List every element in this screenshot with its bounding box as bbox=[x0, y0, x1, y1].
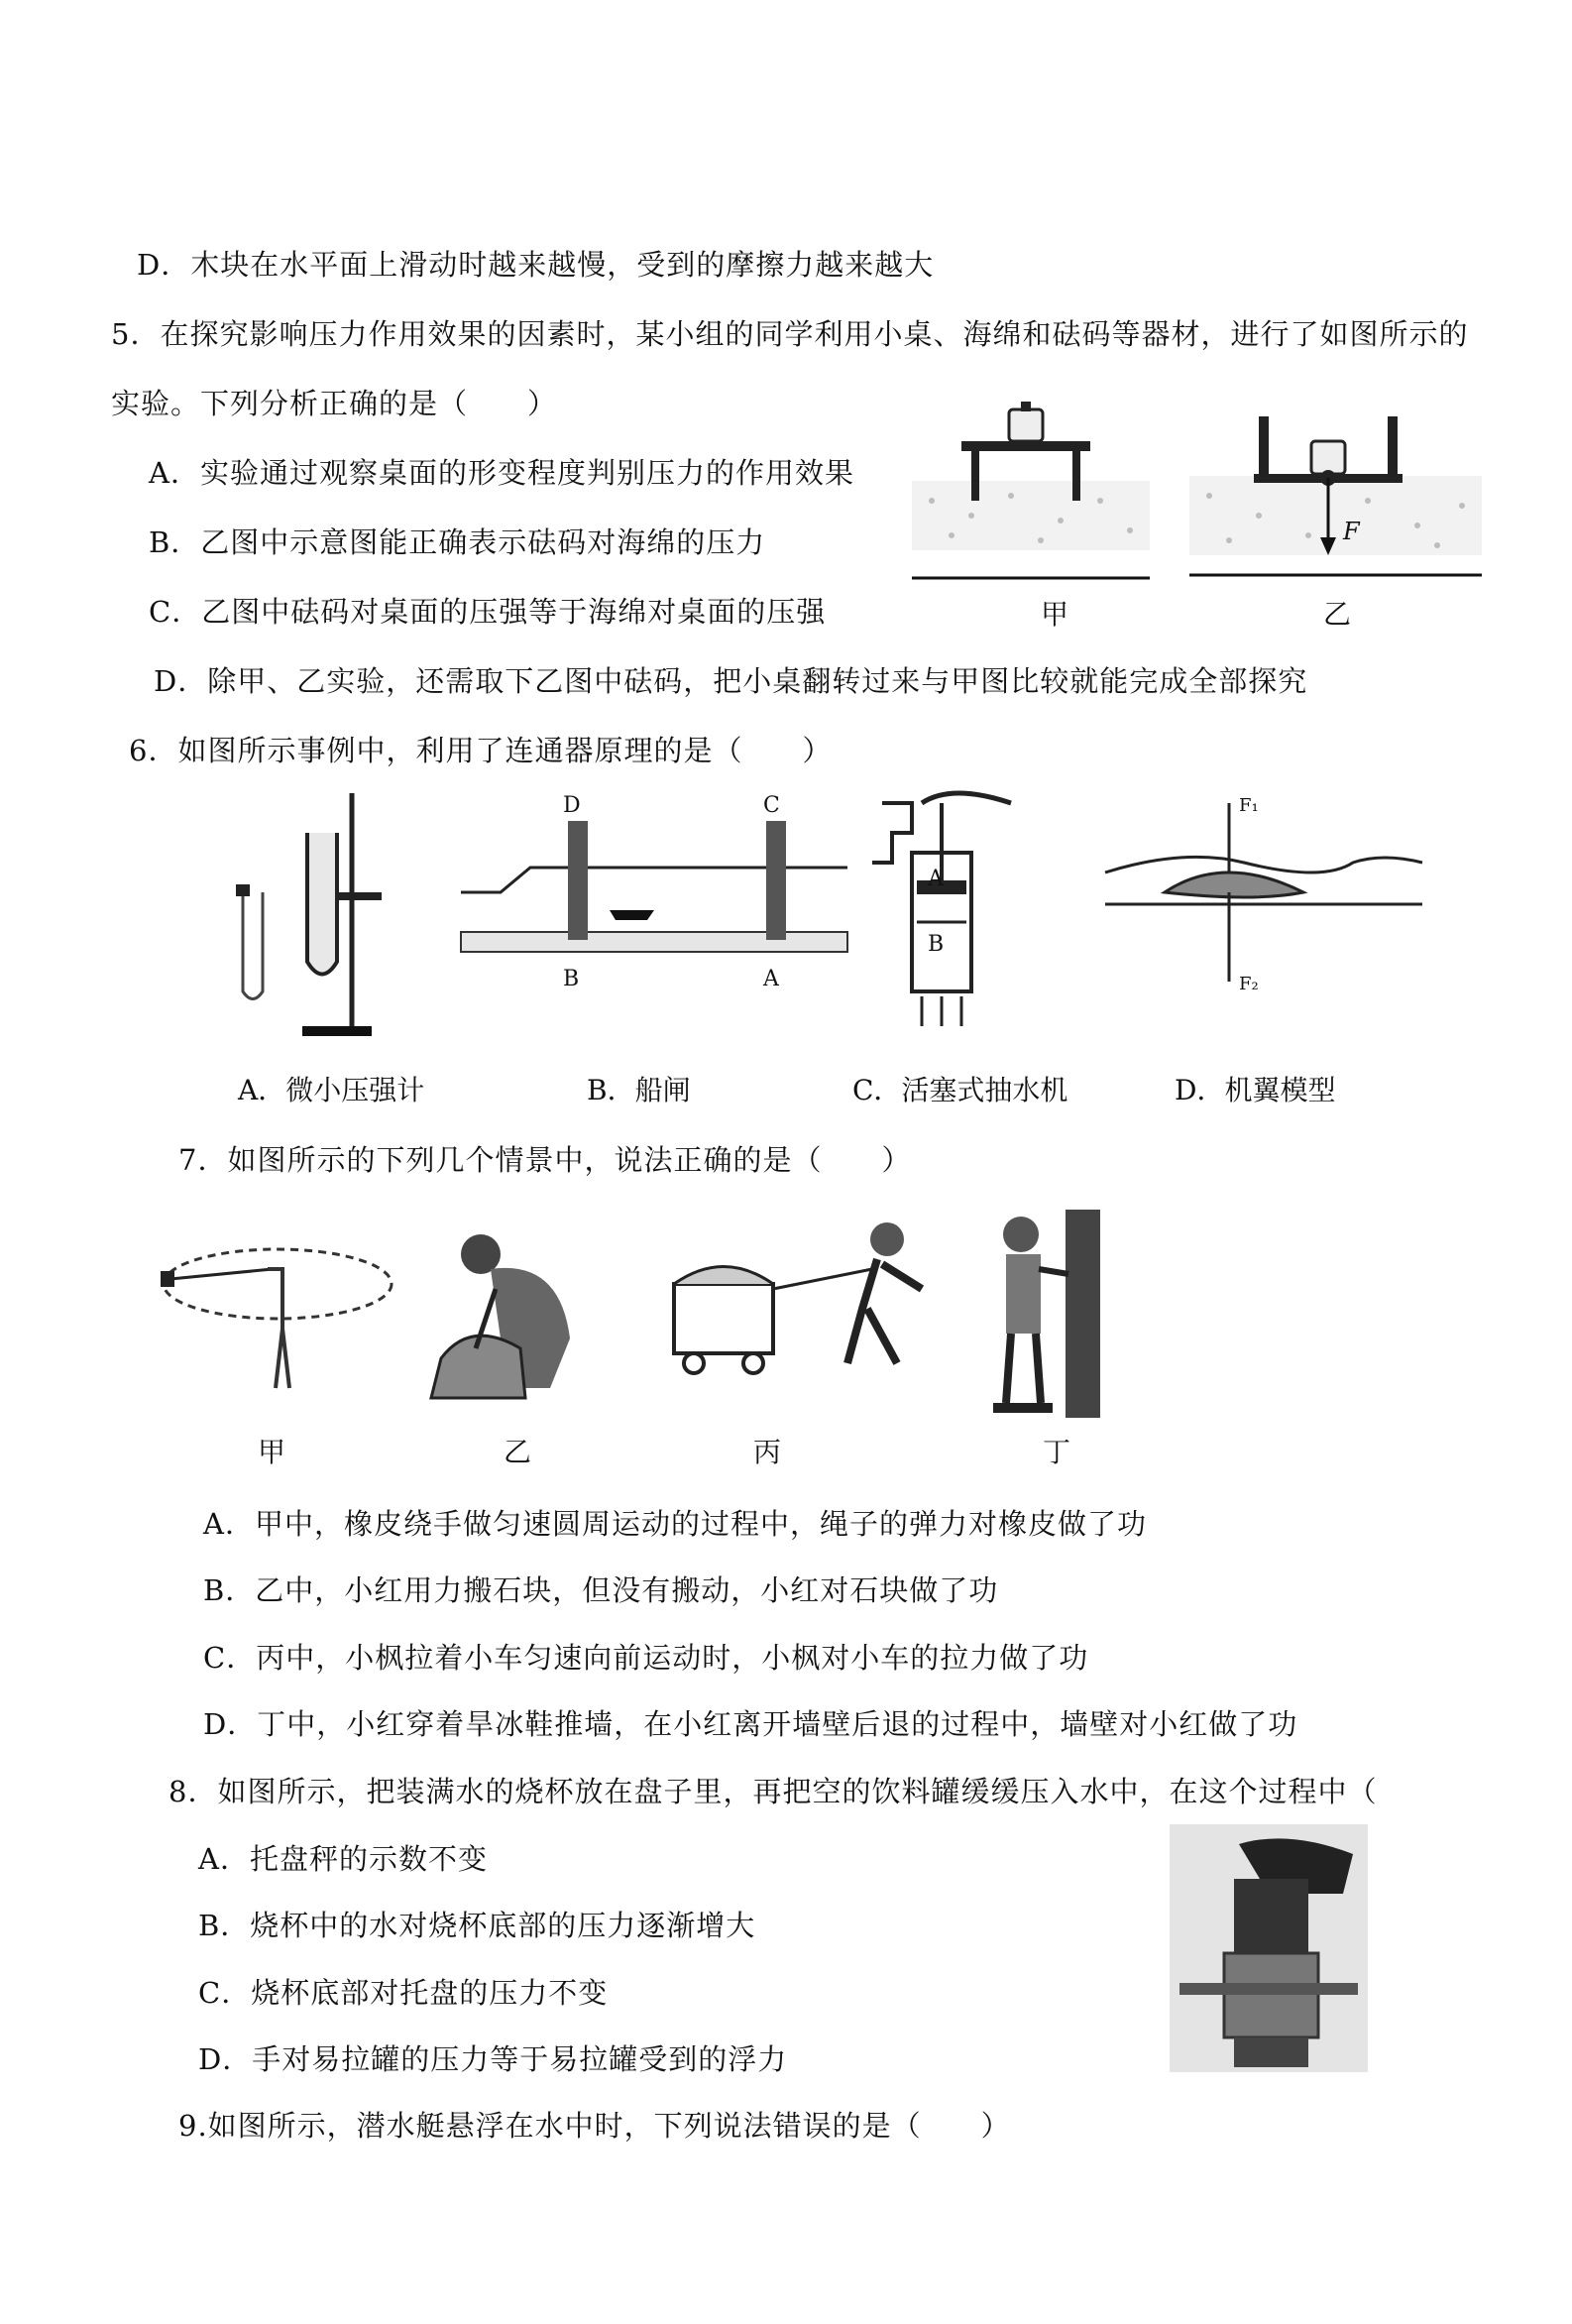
stand-base bbox=[302, 1026, 372, 1036]
weight bbox=[1009, 409, 1043, 441]
weight-knob bbox=[1021, 402, 1031, 411]
q8-option-c: C．烧杯底部对托盘的压力不变 bbox=[198, 1976, 609, 2010]
wall bbox=[1066, 1210, 1100, 1418]
q7-figure-label-ding: 丁 bbox=[1043, 1436, 1071, 1468]
q6-wing-label-f2: F₂ bbox=[1239, 974, 1259, 994]
table-leg-right bbox=[1072, 451, 1080, 501]
q7-option-d: D．丁中，小红穿着旱冰鞋推墙，在小红离开墙壁后退的过程中，墙壁对小红做了功 bbox=[203, 1707, 1298, 1741]
channel-bed bbox=[461, 932, 847, 952]
q7-figure-label-yi: 乙 bbox=[504, 1436, 532, 1468]
q6-stem: 6．如图所示事例中，利用了连通器原理的是（ ） bbox=[129, 734, 833, 767]
q7-figure-jia bbox=[159, 1239, 396, 1398]
spout bbox=[872, 803, 912, 863]
beaker bbox=[1224, 1953, 1318, 2037]
table-leg-left bbox=[1259, 416, 1269, 476]
q8-option-a: A．托盘秤的示数不变 bbox=[198, 1842, 488, 1876]
q8-stem: 8．如图所示，把装满水的烧杯放在盘子里，再把空的饮料罐缓缓压入水中，在这个过程中（ bbox=[168, 1775, 1378, 1808]
q5-figure-yi bbox=[1189, 397, 1487, 595]
plate bbox=[1179, 1983, 1358, 1995]
table-leg-right bbox=[1388, 416, 1398, 476]
q6-gate-label-d: D bbox=[563, 793, 581, 818]
cart-wheel-left bbox=[684, 1353, 704, 1373]
q5-option-a: A．实验通过观察桌面的形变程度判别压力的作用效果 bbox=[149, 456, 854, 490]
circular-path bbox=[164, 1249, 392, 1319]
boat bbox=[610, 910, 654, 920]
q6-option-c: C．活塞式抽水机 bbox=[852, 1074, 1068, 1106]
q7-stem: 7．如图所示的下列几个情景中，说法正确的是（ ） bbox=[178, 1143, 912, 1177]
q6-option-b: B．船闸 bbox=[587, 1074, 691, 1106]
q7-option-b: B．乙中，小红用力搬石块，但没有搬动，小红对石块做了功 bbox=[203, 1573, 999, 1607]
q7-figure-yi bbox=[411, 1229, 590, 1408]
boy-body bbox=[847, 1259, 922, 1363]
q6-wing-label-f1: F₁ bbox=[1239, 795, 1259, 816]
q7-figure-label-bing: 丙 bbox=[753, 1436, 782, 1468]
pump-handle bbox=[922, 793, 1011, 803]
q6-gate-label-a: A bbox=[763, 967, 779, 991]
gate-left bbox=[568, 821, 588, 940]
girl-body bbox=[1006, 1254, 1041, 1334]
cart bbox=[674, 1284, 773, 1353]
q6-gate-label-c: C bbox=[763, 793, 780, 818]
girl-legs bbox=[1006, 1334, 1041, 1403]
q6-figure-ship-lock bbox=[461, 793, 847, 991]
q7-option-c: C．丙中，小枫拉着小车匀速向前运动时，小枫对小车的拉力做了功 bbox=[203, 1641, 1089, 1675]
q6-pump-label-b: B bbox=[928, 932, 945, 957]
weight bbox=[1311, 441, 1345, 474]
gate-right bbox=[766, 821, 786, 940]
q5-force-label: F bbox=[1343, 518, 1360, 545]
boy-head bbox=[870, 1222, 904, 1256]
wing-profile bbox=[1165, 872, 1303, 897]
girl-head bbox=[1003, 1217, 1039, 1252]
string bbox=[170, 1269, 273, 1279]
q5-figure-label-yi: 乙 bbox=[1323, 598, 1352, 631]
q7-option-a: A．甲中，橡皮绕手做匀速圆周运动的过程中，绳子的弹力对橡皮做了功 bbox=[203, 1507, 1147, 1541]
water-surface bbox=[461, 868, 847, 892]
q5-stem-line1: 5．在探究影响压力作用效果的因素时，某小组的同学利用小桌、海绵和砝码等器材，进行了如图所示的 bbox=[111, 317, 1469, 351]
scale bbox=[1234, 2037, 1308, 2067]
hand bbox=[268, 1269, 289, 1388]
q5-stem-line2: 实验。下列分析正确的是（ ） bbox=[111, 387, 558, 420]
q5-figure-label-jia: 甲 bbox=[1041, 598, 1069, 631]
tube-cap bbox=[236, 884, 250, 896]
q4-option-d: D．木块在水平面上滑动时越来越慢，受到的摩擦力越来越大 bbox=[137, 248, 935, 282]
q5-option-d: D．除甲、乙实验，还需取下乙图中砝码，把小桌翻转过来与甲图比较就能完成全部探究 bbox=[154, 664, 1308, 698]
cart-wheel-right bbox=[743, 1353, 763, 1373]
q6-figure-pressure-gauge bbox=[228, 793, 406, 1041]
q8-figure-beaker-photo bbox=[1170, 1824, 1368, 2072]
airflow-line-top bbox=[1105, 857, 1422, 872]
u-tube bbox=[243, 892, 263, 999]
q7-figure-ding bbox=[981, 1210, 1100, 1418]
cart-load bbox=[674, 1267, 773, 1285]
q7-figure-label-jia: 甲 bbox=[258, 1436, 286, 1468]
q9-stem: 9.如图所示，潜水艇悬浮在水中时，下列说法错误的是（ ） bbox=[178, 2109, 1011, 2143]
sponge bbox=[912, 481, 1150, 550]
girl-arm bbox=[1039, 1269, 1068, 1274]
q5-figure-jia bbox=[912, 392, 1160, 590]
girl-head bbox=[461, 1234, 501, 1274]
clamp bbox=[337, 892, 382, 900]
roller-skates bbox=[993, 1403, 1053, 1413]
q6-pump-label-a: A bbox=[928, 867, 944, 891]
pull-rope bbox=[773, 1269, 872, 1289]
q6-gate-label-b: B bbox=[563, 967, 580, 991]
q6-figure-wing-model bbox=[1105, 793, 1422, 991]
q5-option-b: B．乙图中示意图能正确表示砝码对海绵的压力 bbox=[149, 525, 766, 559]
water-container bbox=[307, 833, 337, 975]
q6-figure-piston-pump bbox=[852, 793, 1031, 1031]
q7-figure-bing bbox=[664, 1215, 961, 1393]
q8-option-d: D．手对易拉罐的压力等于易拉罐受到的浮力 bbox=[198, 2042, 788, 2076]
q6-option-a: A．微小压强计 bbox=[238, 1074, 425, 1106]
q6-option-d: D．机翼模型 bbox=[1175, 1074, 1336, 1106]
q8-option-b: B．烧杯中的水对烧杯底部的压力逐渐增大 bbox=[198, 1909, 756, 1942]
table-leg-left bbox=[971, 451, 979, 501]
q5-option-c: C．乙图中砝码对桌面的压强等于海绵对桌面的压强 bbox=[149, 595, 827, 629]
eraser bbox=[161, 1271, 174, 1287]
